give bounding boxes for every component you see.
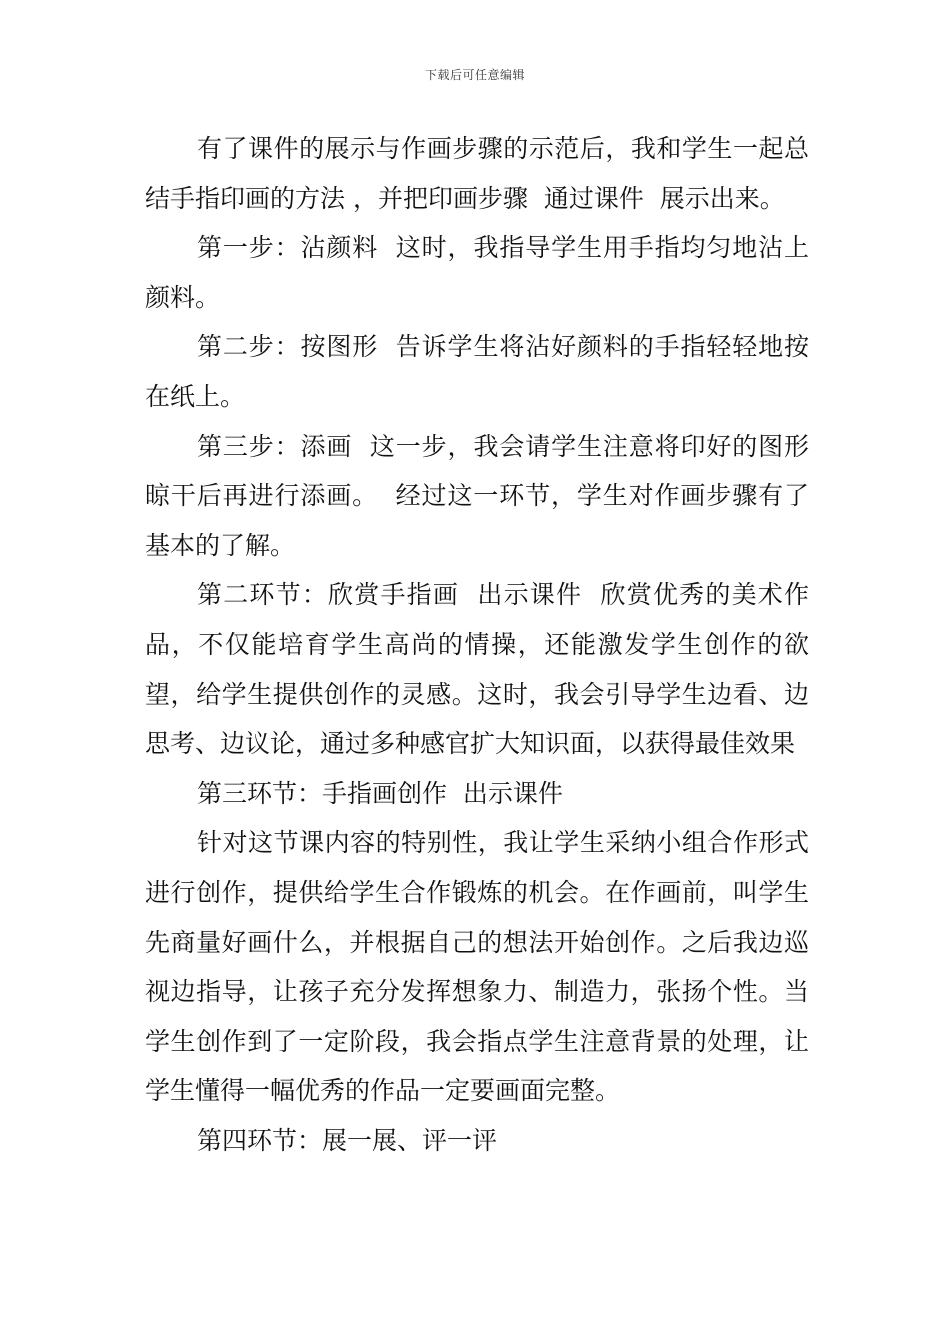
- paragraph-step-three: 第三步：添画 这一步，我会请学生注意将印好的图形晾干后再进行添画。 经过这一环节，学生对作画步骤有了基本的了解。: [145, 431, 809, 560]
- paragraph-intro-summary: 有了课件的展示与作画步骤的示范后，我和学生一起总结手指印画的方法 ，并把印画步骤 通过课件 展示出来。: [145, 134, 809, 213]
- paragraph-step-two: 第二步：按图形 告诉学生将沾好颜料的手指轻轻地按在纸上。: [145, 332, 809, 411]
- paragraph-section-three-body: 针对这节课内容的特别性，我让学生采纳小组合作形式进行创作，提供给学生合作锻炼的机会。在作画前，叫学生先商量好画什么，并根据自己的想法开始创作。之后我边巡视边指导，让孩子充分发挥想象力、制造力，张扬个性。当学生创作到了一定阶段，我会指点学生注意背景的处理，让学生懂得一幅优秀的作品一定要画面完整。: [145, 828, 809, 1106]
- paragraph-section-three-heading: 第三环节：手指画创作 出示课件: [197, 778, 563, 808]
- document-body: [145, 124, 809, 1165]
- paragraph-step-one: 第一步：沾颜料 这时，我指导学生用手指均匀地沾上颜料。: [145, 233, 809, 312]
- paragraph-section-four-heading: 第四环节：展一展、评一评: [197, 1125, 498, 1155]
- page-header: 下载后可任意编辑: [424, 68, 525, 82]
- paragraph-section-two: 第二环节：欣赏手指画 出示课件 欣赏优秀的美术作品，不仅能培育学生高尚的情操，还能激发学生创作的欲望，给学生提供创作的灵感。这时，我会引导学生边看、边思考、边议论，通过多种感官扩大知识面，以获得最佳效果: [145, 580, 809, 759]
